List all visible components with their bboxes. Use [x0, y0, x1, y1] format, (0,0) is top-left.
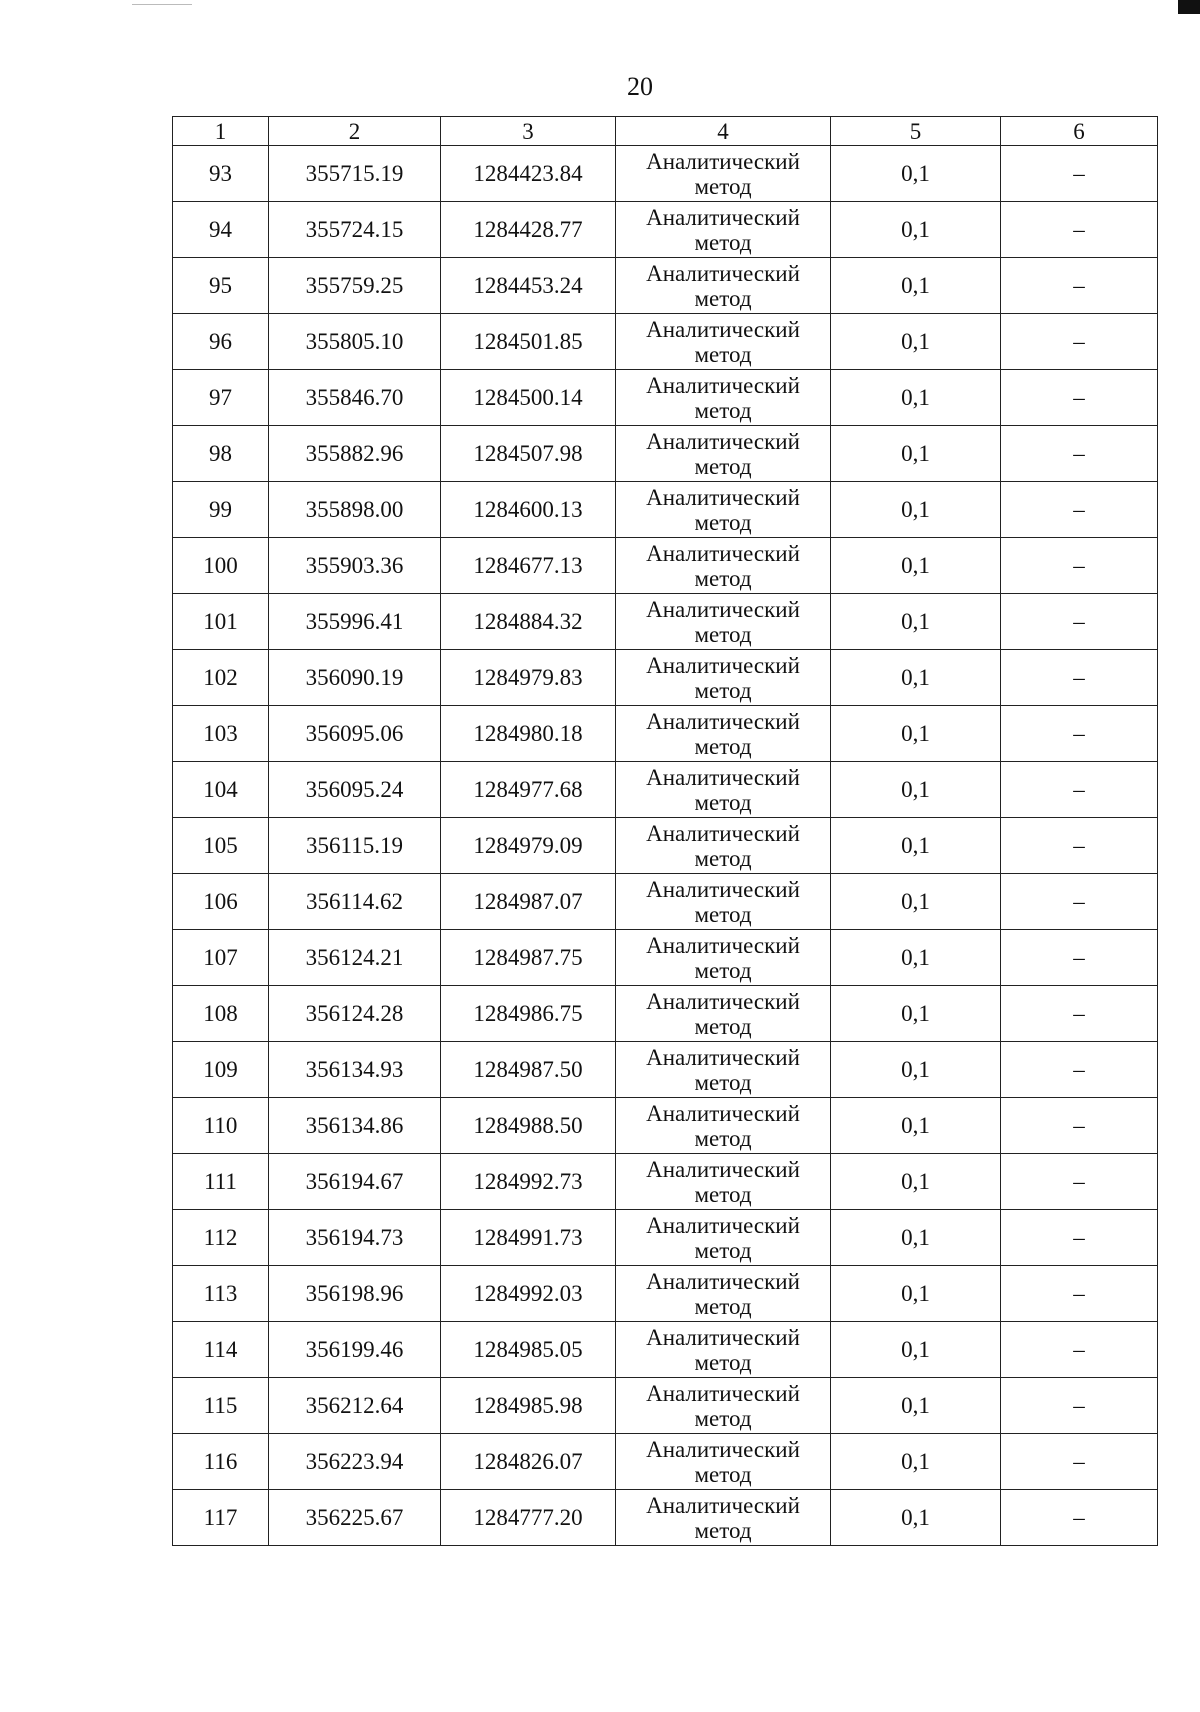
note-cell: – — [1001, 314, 1158, 370]
method-line-1: Аналитический — [646, 484, 800, 510]
table-row — [173, 706, 1158, 762]
coordinates-table — [172, 116, 1158, 1546]
y-coordinate-cell: 1284428.77 — [441, 202, 616, 258]
note-cell: – — [1001, 706, 1158, 762]
method-line-1: Аналитический — [646, 1044, 800, 1070]
note-cell: – — [1001, 146, 1158, 202]
method-line-2: метод — [694, 1293, 752, 1319]
x-coordinate-cell: 355898.00 — [269, 482, 441, 538]
point-number-cell: 109 — [173, 1042, 269, 1098]
table-row — [173, 1378, 1158, 1434]
accuracy-cell: 0,1 — [831, 650, 1001, 706]
x-coordinate-cell: 356095.06 — [269, 706, 441, 762]
method-line-2: метод — [694, 397, 752, 423]
method-cell — [616, 706, 831, 762]
x-coordinate-cell: 356134.86 — [269, 1098, 441, 1154]
point-number-cell: 117 — [173, 1490, 269, 1546]
table-row — [173, 1266, 1158, 1322]
accuracy-cell: 0,1 — [831, 1266, 1001, 1322]
y-coordinate-cell: 1284777.20 — [441, 1490, 616, 1546]
y-coordinate-cell: 1284453.24 — [441, 258, 616, 314]
method-line-1: Аналитический — [646, 764, 800, 790]
method-line-1: Аналитический — [646, 1492, 800, 1518]
y-coordinate-cell: 1284677.13 — [441, 538, 616, 594]
accuracy-cell: 0,1 — [831, 1378, 1001, 1434]
point-number-cell: 113 — [173, 1266, 269, 1322]
point-number-cell: 108 — [173, 986, 269, 1042]
point-number-cell: 94 — [173, 202, 269, 258]
method-line-1: Аналитический — [646, 1324, 800, 1350]
y-coordinate-cell: 1284977.68 — [441, 762, 616, 818]
y-coordinate-cell: 1284991.73 — [441, 1210, 616, 1266]
table-row — [173, 594, 1158, 650]
accuracy-cell: 0,1 — [831, 1154, 1001, 1210]
method-cell — [616, 482, 831, 538]
table-row — [173, 258, 1158, 314]
method-cell — [616, 1098, 831, 1154]
method-cell — [616, 1322, 831, 1378]
note-cell: – — [1001, 986, 1158, 1042]
x-coordinate-cell: 355903.36 — [269, 538, 441, 594]
x-coordinate-cell: 355759.25 — [269, 258, 441, 314]
method-cell — [616, 370, 831, 426]
x-coordinate-cell: 356095.24 — [269, 762, 441, 818]
method-cell — [616, 1210, 831, 1266]
accuracy-cell: 0,1 — [831, 538, 1001, 594]
x-coordinate-cell: 355996.41 — [269, 594, 441, 650]
method-line-1: Аналитический — [646, 932, 800, 958]
table-row — [173, 762, 1158, 818]
table-header-row — [173, 117, 1158, 146]
page-number: 20 — [627, 72, 653, 101]
x-coordinate-cell: 356223.94 — [269, 1434, 441, 1490]
method-cell — [616, 1434, 831, 1490]
method-line-1: Аналитический — [646, 708, 800, 734]
note-cell: – — [1001, 258, 1158, 314]
accuracy-cell: 0,1 — [831, 1434, 1001, 1490]
accuracy-cell: 0,1 — [831, 258, 1001, 314]
note-cell: – — [1001, 1434, 1158, 1490]
method-line-1: Аналитический — [646, 260, 800, 286]
method-line-1: Аналитический — [646, 1380, 800, 1406]
method-cell — [616, 1266, 831, 1322]
x-coordinate-cell: 356134.93 — [269, 1042, 441, 1098]
method-line-2: метод — [694, 565, 752, 591]
method-line-2: метод — [694, 733, 752, 759]
note-cell: – — [1001, 1322, 1158, 1378]
x-coordinate-cell: 355882.96 — [269, 426, 441, 482]
method-line-1: Аналитический — [646, 148, 800, 174]
accuracy-cell: 0,1 — [831, 986, 1001, 1042]
method-line-1: Аналитический — [646, 428, 800, 454]
accuracy-cell: 0,1 — [831, 426, 1001, 482]
x-coordinate-cell: 356115.19 — [269, 818, 441, 874]
column-header: 3 — [441, 117, 616, 146]
table-row — [173, 314, 1158, 370]
table-row — [173, 146, 1158, 202]
table-row — [173, 986, 1158, 1042]
x-coordinate-cell: 355715.19 — [269, 146, 441, 202]
note-cell: – — [1001, 594, 1158, 650]
point-number-cell: 116 — [173, 1434, 269, 1490]
method-line-2: метод — [694, 285, 752, 311]
table-row — [173, 482, 1158, 538]
scan-artifact-line — [132, 4, 192, 5]
method-line-1: Аналитический — [646, 1100, 800, 1126]
column-header: 2 — [269, 117, 441, 146]
note-cell: – — [1001, 1266, 1158, 1322]
method-line-2: метод — [694, 341, 752, 367]
point-number-cell: 95 — [173, 258, 269, 314]
method-line-1: Аналитический — [646, 876, 800, 902]
y-coordinate-cell: 1284500.14 — [441, 370, 616, 426]
method-cell — [616, 594, 831, 650]
column-header: 4 — [616, 117, 831, 146]
accuracy-cell: 0,1 — [831, 874, 1001, 930]
y-coordinate-cell: 1284986.75 — [441, 986, 616, 1042]
table-row — [173, 1490, 1158, 1546]
x-coordinate-cell: 356198.96 — [269, 1266, 441, 1322]
accuracy-cell: 0,1 — [831, 370, 1001, 426]
column-header: 1 — [173, 117, 269, 146]
method-line-1: Аналитический — [646, 652, 800, 678]
method-line-2: метод — [694, 1013, 752, 1039]
table-row — [173, 1154, 1158, 1210]
point-number-cell: 101 — [173, 594, 269, 650]
table-row — [173, 370, 1158, 426]
table-row — [173, 1434, 1158, 1490]
table-row — [173, 1042, 1158, 1098]
x-coordinate-cell: 356199.46 — [269, 1322, 441, 1378]
note-cell: – — [1001, 1098, 1158, 1154]
y-coordinate-cell: 1284507.98 — [441, 426, 616, 482]
accuracy-cell: 0,1 — [831, 930, 1001, 986]
y-coordinate-cell: 1284987.50 — [441, 1042, 616, 1098]
method-line-1: Аналитический — [646, 1212, 800, 1238]
method-line-1: Аналитический — [646, 1156, 800, 1182]
method-line-2: метод — [694, 1461, 752, 1487]
table-row — [173, 1098, 1158, 1154]
method-line-2: метод — [694, 229, 752, 255]
method-line-2: метод — [694, 1237, 752, 1263]
method-line-2: метод — [694, 621, 752, 647]
method-line-2: метод — [694, 1517, 752, 1543]
note-cell: – — [1001, 1378, 1158, 1434]
table-row — [173, 818, 1158, 874]
x-coordinate-cell: 356194.73 — [269, 1210, 441, 1266]
method-line-2: метод — [694, 1181, 752, 1207]
method-cell — [616, 1042, 831, 1098]
accuracy-cell: 0,1 — [831, 202, 1001, 258]
note-cell: – — [1001, 1210, 1158, 1266]
method-line-2: метод — [694, 677, 752, 703]
y-coordinate-cell: 1284985.98 — [441, 1378, 616, 1434]
method-line-2: метод — [694, 1125, 752, 1151]
method-cell — [616, 650, 831, 706]
method-line-1: Аналитический — [646, 316, 800, 342]
point-number-cell: 104 — [173, 762, 269, 818]
y-coordinate-cell: 1284985.05 — [441, 1322, 616, 1378]
accuracy-cell: 0,1 — [831, 314, 1001, 370]
method-line-2: метод — [694, 509, 752, 535]
note-cell: – — [1001, 1490, 1158, 1546]
note-cell: – — [1001, 370, 1158, 426]
note-cell: – — [1001, 818, 1158, 874]
y-coordinate-cell: 1284980.18 — [441, 706, 616, 762]
point-number-cell: 99 — [173, 482, 269, 538]
method-line-2: метод — [694, 1405, 752, 1431]
y-coordinate-cell: 1284987.75 — [441, 930, 616, 986]
point-number-cell: 111 — [173, 1154, 269, 1210]
method-cell — [616, 1378, 831, 1434]
point-number-cell: 115 — [173, 1378, 269, 1434]
method-line-1: Аналитический — [646, 540, 800, 566]
method-cell — [616, 818, 831, 874]
x-coordinate-cell: 356194.67 — [269, 1154, 441, 1210]
method-line-2: метод — [694, 957, 752, 983]
table-body — [173, 117, 1158, 1546]
method-line-2: метод — [694, 173, 752, 199]
column-header: 5 — [831, 117, 1001, 146]
scan-corner-mark — [1178, 0, 1200, 14]
point-number-cell: 93 — [173, 146, 269, 202]
method-line-1: Аналитический — [646, 1436, 800, 1462]
x-coordinate-cell: 356212.64 — [269, 1378, 441, 1434]
table-row — [173, 202, 1158, 258]
x-coordinate-cell: 355846.70 — [269, 370, 441, 426]
point-number-cell: 105 — [173, 818, 269, 874]
method-cell — [616, 1490, 831, 1546]
point-number-cell: 112 — [173, 1210, 269, 1266]
accuracy-cell: 0,1 — [831, 818, 1001, 874]
point-number-cell: 100 — [173, 538, 269, 594]
table-row — [173, 1322, 1158, 1378]
method-line-2: метод — [694, 901, 752, 927]
method-line-1: Аналитический — [646, 1268, 800, 1294]
point-number-cell: 110 — [173, 1098, 269, 1154]
accuracy-cell: 0,1 — [831, 482, 1001, 538]
method-cell — [616, 762, 831, 818]
note-cell: – — [1001, 482, 1158, 538]
method-line-2: метод — [694, 453, 752, 479]
accuracy-cell: 0,1 — [831, 146, 1001, 202]
method-line-2: метод — [694, 1349, 752, 1375]
note-cell: – — [1001, 874, 1158, 930]
point-number-cell: 96 — [173, 314, 269, 370]
x-coordinate-cell: 356225.67 — [269, 1490, 441, 1546]
note-cell: – — [1001, 538, 1158, 594]
point-number-cell: 102 — [173, 650, 269, 706]
table-row — [173, 538, 1158, 594]
method-line-2: метод — [694, 789, 752, 815]
y-coordinate-cell: 1284987.07 — [441, 874, 616, 930]
y-coordinate-cell: 1284423.84 — [441, 146, 616, 202]
accuracy-cell: 0,1 — [831, 1042, 1001, 1098]
method-line-1: Аналитический — [646, 204, 800, 230]
y-coordinate-cell: 1284988.50 — [441, 1098, 616, 1154]
x-coordinate-cell: 355724.15 — [269, 202, 441, 258]
note-cell: – — [1001, 1042, 1158, 1098]
accuracy-cell: 0,1 — [831, 1210, 1001, 1266]
method-cell — [616, 538, 831, 594]
column-header: 6 — [1001, 117, 1158, 146]
method-line-1: Аналитический — [646, 988, 800, 1014]
y-coordinate-cell: 1284501.85 — [441, 314, 616, 370]
point-number-cell: 114 — [173, 1322, 269, 1378]
method-line-1: Аналитический — [646, 596, 800, 622]
x-coordinate-cell: 356114.62 — [269, 874, 441, 930]
point-number-cell: 98 — [173, 426, 269, 482]
accuracy-cell: 0,1 — [831, 594, 1001, 650]
note-cell: – — [1001, 1154, 1158, 1210]
point-number-cell: 97 — [173, 370, 269, 426]
note-cell: – — [1001, 762, 1158, 818]
x-coordinate-cell: 356090.19 — [269, 650, 441, 706]
method-line-1: Аналитический — [646, 372, 800, 398]
method-cell — [616, 258, 831, 314]
accuracy-cell: 0,1 — [831, 706, 1001, 762]
y-coordinate-cell: 1284992.03 — [441, 1266, 616, 1322]
method-cell — [616, 426, 831, 482]
y-coordinate-cell: 1284979.09 — [441, 818, 616, 874]
accuracy-cell: 0,1 — [831, 1322, 1001, 1378]
point-number-cell: 106 — [173, 874, 269, 930]
method-line-1: Аналитический — [646, 820, 800, 846]
accuracy-cell: 0,1 — [831, 1490, 1001, 1546]
accuracy-cell: 0,1 — [831, 1098, 1001, 1154]
x-coordinate-cell: 355805.10 — [269, 314, 441, 370]
table-row — [173, 650, 1158, 706]
note-cell: – — [1001, 930, 1158, 986]
table-row — [173, 426, 1158, 482]
method-cell — [616, 1154, 831, 1210]
table-row — [173, 874, 1158, 930]
table-row — [173, 930, 1158, 986]
accuracy-cell: 0,1 — [831, 762, 1001, 818]
table-row — [173, 1210, 1158, 1266]
x-coordinate-cell: 356124.28 — [269, 986, 441, 1042]
note-cell: – — [1001, 426, 1158, 482]
y-coordinate-cell: 1284884.32 — [441, 594, 616, 650]
y-coordinate-cell: 1284826.07 — [441, 1434, 616, 1490]
method-cell — [616, 986, 831, 1042]
point-number-cell: 107 — [173, 930, 269, 986]
y-coordinate-cell: 1284992.73 — [441, 1154, 616, 1210]
method-cell — [616, 314, 831, 370]
x-coordinate-cell: 356124.21 — [269, 930, 441, 986]
method-cell — [616, 930, 831, 986]
method-cell — [616, 146, 831, 202]
method-line-2: метод — [694, 1069, 752, 1095]
note-cell: – — [1001, 202, 1158, 258]
note-cell: – — [1001, 650, 1158, 706]
method-cell — [616, 874, 831, 930]
method-line-2: метод — [694, 845, 752, 871]
point-number-cell: 103 — [173, 706, 269, 762]
y-coordinate-cell: 1284600.13 — [441, 482, 616, 538]
method-cell — [616, 202, 831, 258]
y-coordinate-cell: 1284979.83 — [441, 650, 616, 706]
